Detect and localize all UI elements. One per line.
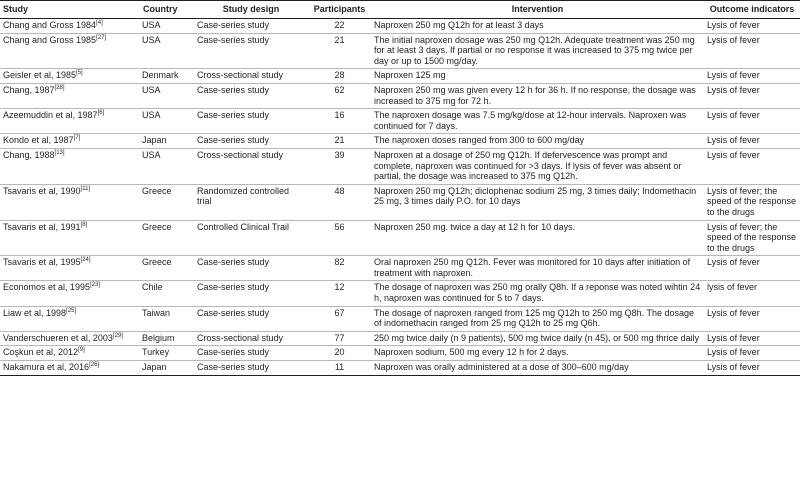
cell-study-design: Case-series study: [194, 256, 308, 281]
cell-outcome-indicators: Lysis of fever: [704, 19, 800, 34]
cell-outcome-indicators: Lysis of fever; the speed of the response to the drugs: [704, 220, 800, 256]
reference-citation: [26]: [89, 362, 100, 369]
study-name: Vanderschueren et al, 2003: [3, 332, 113, 343]
cell-study: [0, 281, 140, 306]
reference-citation: [5]: [76, 70, 83, 77]
cell-participants: 16: [308, 109, 371, 134]
cell-intervention: Naproxen 250 mg Q12h; diclophenac sodium 25 mg, 3 times daily; Indomethacin 25 mg, 3 times daily P.O. for 10 days: [371, 184, 704, 220]
cell-study: [0, 148, 140, 184]
cell-study-design: Case-series study: [194, 83, 308, 108]
table-header-row: [0, 1, 800, 19]
cell-country: Japan: [140, 361, 194, 376]
cell-study-design: Case-series study: [194, 346, 308, 361]
cell-intervention: The dosage of naproxen was 250 mg orally Q8h. If a reponse was noted wihtin 24 h, naproxen was continued for 5 to 7 days.: [371, 281, 704, 306]
cell-country: Denmark: [140, 69, 194, 84]
cell-outcome-indicators: Lysis of fever: [704, 134, 800, 149]
cell-study-design: Randomized controlled trial: [194, 184, 308, 220]
cell-intervention: Naproxen 250 mg was given every 12 h for 36 h. If no response, the dosage was increased to 375 mg for 72 h.: [371, 83, 704, 108]
cell-participants: 82: [308, 256, 371, 281]
cell-country: USA: [140, 19, 194, 34]
cell-intervention: Naproxen sodium, 500 mg every 12 h for 2 days.: [371, 346, 704, 361]
cell-country: USA: [140, 148, 194, 184]
cell-outcome-indicators: Lysis of fever: [704, 346, 800, 361]
header-country: Country: [140, 1, 194, 19]
cell-participants: 21: [308, 134, 371, 149]
cell-study: [0, 306, 140, 331]
table-row: [0, 346, 800, 361]
cell-country: USA: [140, 109, 194, 134]
cell-study-design: Case-series study: [194, 109, 308, 134]
study-name: Coşkun et al, 2012: [3, 347, 79, 358]
study-name: Chang, 1988: [3, 149, 55, 160]
cell-participants: 22: [308, 19, 371, 34]
cell-outcome-indicators: lysis of fever: [704, 281, 800, 306]
study-name: Chang, 1987: [3, 84, 55, 95]
cell-intervention: Naproxen 250 mg Q12h for at least 3 days: [371, 19, 704, 34]
reference-citation: [8]: [80, 221, 88, 228]
cell-country: USA: [140, 33, 194, 69]
cell-country: USA: [140, 83, 194, 108]
header-study-design: Study design: [194, 1, 308, 19]
cell-participants: 56: [308, 220, 371, 256]
table-row: [0, 331, 800, 346]
table-row: [0, 33, 800, 69]
cell-country: Greece: [140, 220, 194, 256]
reference-citation: [28]: [54, 84, 65, 91]
cell-participants: 12: [308, 281, 371, 306]
table-row: [0, 109, 800, 134]
header-outcome-indicators: Outcome indicators: [704, 1, 800, 19]
study-name: Liaw et al, 1998: [3, 307, 67, 318]
cell-study: [0, 109, 140, 134]
cell-study: [0, 256, 140, 281]
cell-study: [0, 83, 140, 108]
reference-citation: [4]: [96, 20, 103, 26]
table-row: [0, 361, 800, 376]
cell-study: [0, 69, 140, 84]
cell-study-design: Case-series study: [194, 134, 308, 149]
reference-citation: [7]: [73, 135, 81, 142]
reference-citation: [24]: [80, 257, 91, 264]
cell-participants: 62: [308, 83, 371, 108]
reference-citation: [9]: [78, 347, 85, 354]
header-participants: Participants: [308, 1, 371, 19]
cell-study: [0, 134, 140, 149]
table-row: [0, 148, 800, 184]
cell-study: [0, 33, 140, 69]
cell-country: Chile: [140, 281, 194, 306]
study-name: Geisler et al, 1985: [3, 70, 77, 81]
cell-intervention: Naproxen was orally administered at a dose of 300–600 mg/day: [371, 361, 704, 376]
cell-intervention: 250 mg twice daily (n 9 patients), 500 mg twice daily (n 45), or 500 mg thrice daily: [371, 331, 704, 346]
cell-participants: 77: [308, 331, 371, 346]
reference-citation: [6]: [97, 110, 105, 117]
reference-citation: [23]: [90, 282, 101, 289]
cell-study: [0, 19, 140, 34]
reference-citation: [25]: [66, 307, 77, 314]
cell-study-design: Cross-sectional study: [194, 69, 308, 84]
cell-study-design: Controlled Clinical Trail: [194, 220, 308, 256]
cell-study: [0, 184, 140, 220]
study-name: Chang and Gross 1984: [3, 20, 97, 30]
cell-participants: 20: [308, 346, 371, 361]
cell-participants: 48: [308, 184, 371, 220]
table-row: [0, 256, 800, 281]
cell-country: Greece: [140, 256, 194, 281]
cell-study-design: Case-series study: [194, 33, 308, 69]
table-row: [0, 184, 800, 220]
reference-citation: [13]: [54, 149, 65, 156]
cell-study: [0, 331, 140, 346]
study-name: Tsavaris et al, 1990: [3, 185, 81, 196]
cell-country: Taiwan: [140, 306, 194, 331]
cell-study-design: Case-series study: [194, 306, 308, 331]
cell-intervention: Oral naproxen 250 mg Q12h. Fever was monitored for 10 days after initiation of treatment with naproxen.: [371, 256, 704, 281]
cell-country: Turkey: [140, 346, 194, 361]
header-study: Study: [0, 1, 140, 19]
cell-study: [0, 346, 140, 361]
table-row: [0, 134, 800, 149]
table-row: [0, 19, 800, 34]
cell-intervention: The initial naproxen dosage was 250 mg Q12h. Adequate treatment was 250 mg for at least 3 days. If partial or no response it was increased to 375 mg twice per day or up to 1500 mg/day.: [371, 33, 704, 69]
cell-outcome-indicators: Lysis of fever: [704, 69, 800, 84]
study-name: Tsavaris et al, 1995: [3, 257, 81, 268]
cell-outcome-indicators: Lysis of fever: [704, 256, 800, 281]
cell-participants: 39: [308, 148, 371, 184]
cell-participants: 67: [308, 306, 371, 331]
cell-intervention: Naproxen 125 mg: [371, 69, 704, 84]
cell-intervention: Naproxen at a dosage of 250 mg Q12h. If defervescence was prompt and complete, naproxen was continued for >3 days. If lysis of fever was absent or partial, the dosage was increased to 375 mg Q12h.: [371, 148, 704, 184]
cell-outcome-indicators: Lysis of fever: [704, 306, 800, 331]
reference-citation: [27]: [96, 34, 107, 41]
table-row: [0, 281, 800, 306]
cell-intervention: The dosage of naproxen ranged from 125 mg Q12h to 250 mg Q8h. The dosage of indomethacin ranged from 25 mg Q12h to 25 mg Q6h.: [371, 306, 704, 331]
table-row: [0, 306, 800, 331]
cell-participants: 11: [308, 361, 371, 376]
cell-outcome-indicators: Lysis of fever: [704, 83, 800, 108]
table-row: [0, 83, 800, 108]
table-row: [0, 220, 800, 256]
cell-study-design: Case-series study: [194, 281, 308, 306]
reference-citation: [11]: [80, 185, 91, 192]
study-name: Economos et al, 1995: [3, 282, 91, 293]
study-name: Azeemuddin et al, 1987: [3, 110, 98, 121]
header-intervention: Intervention: [371, 1, 704, 19]
cell-country: Greece: [140, 184, 194, 220]
cell-study-design: Cross-sectional study: [194, 148, 308, 184]
cell-intervention: The naproxen dosage was 7.5 mg/kg/dose at 12-hour intervals. Naproxen was continued for 7 days.: [371, 109, 704, 134]
cell-study-design: Cross-sectional study: [194, 331, 308, 346]
cell-country: Japan: [140, 134, 194, 149]
cell-country: Belgium: [140, 331, 194, 346]
cell-outcome-indicators: Lysis of fever: [704, 331, 800, 346]
study-name: Chang and Gross 1985: [3, 34, 97, 45]
cell-outcome-indicators: Lysis of fever: [704, 148, 800, 184]
cell-intervention: The naproxen doses ranged from 300 to 600 mg/day: [371, 134, 704, 149]
cell-study: [0, 361, 140, 376]
cell-study-design: Case-series study: [194, 361, 308, 376]
cell-outcome-indicators: Lysis of fever: [704, 361, 800, 376]
cell-participants: 21: [308, 33, 371, 69]
table-row: [0, 69, 800, 84]
cell-outcome-indicators: Lysis of fever: [704, 109, 800, 134]
cell-study: [0, 220, 140, 256]
cell-outcome-indicators: Lysis of fever: [704, 33, 800, 69]
study-name: Kondo et al, 1987: [3, 135, 74, 146]
cell-study-design: Case-series study: [194, 19, 308, 34]
cell-outcome-indicators: Lysis of fever; the speed of the response to the drugs: [704, 184, 800, 220]
study-name: Nakamura et al, 2016: [3, 362, 90, 373]
reference-citation: [29]: [112, 332, 123, 339]
study-name: Tsavaris et al, 1991: [3, 221, 81, 232]
cell-participants: 28: [308, 69, 371, 84]
cell-intervention: Naproxen 250 mg. twice a day at 12 h for 10 days.: [371, 220, 704, 256]
